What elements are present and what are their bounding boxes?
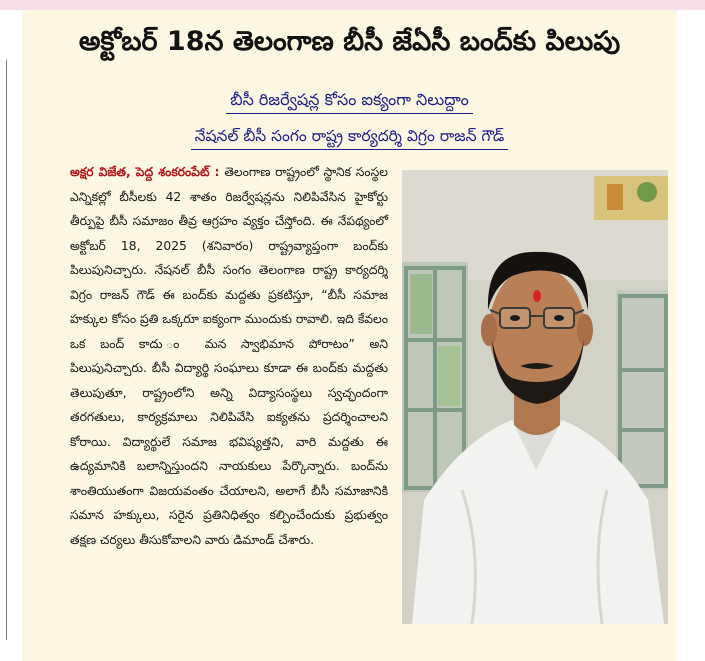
newspaper-clipping <box>22 10 677 661</box>
headline: అక్టోబర్ 18న తెలంగాణ బీసీ జేఏసీ బంద్‌కు పిలుపు <box>78 26 621 57</box>
subheadline-primary-text: బీసీ రిజర్వేషన్ల కోసం ఐక్యంగా నిలుద్దాం <box>226 90 472 114</box>
article-paragraph <box>70 160 388 552</box>
subheadline-secondary <box>22 127 677 149</box>
subheadline-primary <box>22 90 677 113</box>
article-text: తెలంగాణ రాష్ట్రంలో స్థానిక సంస్థల ఎన్నికల్లో బీసీలకు 42 శాతం రిజర్వేషన్లను నిలిపివేసిన హైకోర్టు తీర్పుపై బీసీ సమాజం తీవ్ర ఆగ్రహం వ్యక్తం చేస్తోంది. ఈ నేపథ్యంలో అక్టోబర్ 18, 2025 (శనివారం) రాష్ట్రవ్యాప్తంగా బంద్‌కు పిలుపునిచ్చారు. నేషనల్ బీసీ సంగం తెలంగాణ రాష్ట్ర కార్యదర్శి విగ్రం రాజన్ గౌడ్ ఈ బంద్‌కు మద్దతు ప్రకటిస్తూ, “బీసీ సమాజ హక్కుల కోసం ప్రతి ఒక్కరూ ఐక్యంగా ముందుకు రావాలి. ఇది కేవలం ఒక బంద్ కాదు ం మన స్వాభిమాన పోరాటం” అని పిలుపునిచ్చారు. బీసీ విద్యార్థి సంఘాలు కూడా ఈ బంద్‌కు మద్దతు తెలుపుతూ, రాష్ట్రంలోని అన్ని విద్యాసంస్థలు స్వచ్ఛందంగా తరగతులు, కార్యక్రమాలు నిలిపివేసి ఐక్యతను ప్రదర్శించాలని కోరాయి. విద్యార్థులే సమాజ భవిష్యత్తని, వారి మద్దతు ఈ ఉద్యమానికి బలాన్నిస్తుందని నాయకులు పేర్కొన్నారు. బంద్‌ను శాంతియుతంగా విజయవంతం చేయాలని, అలాగే బీసీ సమాజానికి సమాన హక్కులు, సరైన ప్రతినిధిత్వం కల్పించేందుకు ప్రభుత్వం తక్షణ చర్యలు తీసుకోవాలని వారు డిమాండ్ చేశారు. <box>70 165 388 547</box>
portrait-photo <box>402 170 668 624</box>
top-color-strip <box>0 0 705 10</box>
article-body <box>70 160 388 552</box>
subheadline-secondary-text: నేషనల్ బీసీ సంగం రాష్ట్ర కార్యదర్శి విగ్రం రాజన్ గౌడ్ <box>191 127 509 150</box>
column-divider-line <box>6 60 7 640</box>
byline: అక్షర విజేత, పెద్ద శంకరంపేట్ : <box>70 165 220 179</box>
